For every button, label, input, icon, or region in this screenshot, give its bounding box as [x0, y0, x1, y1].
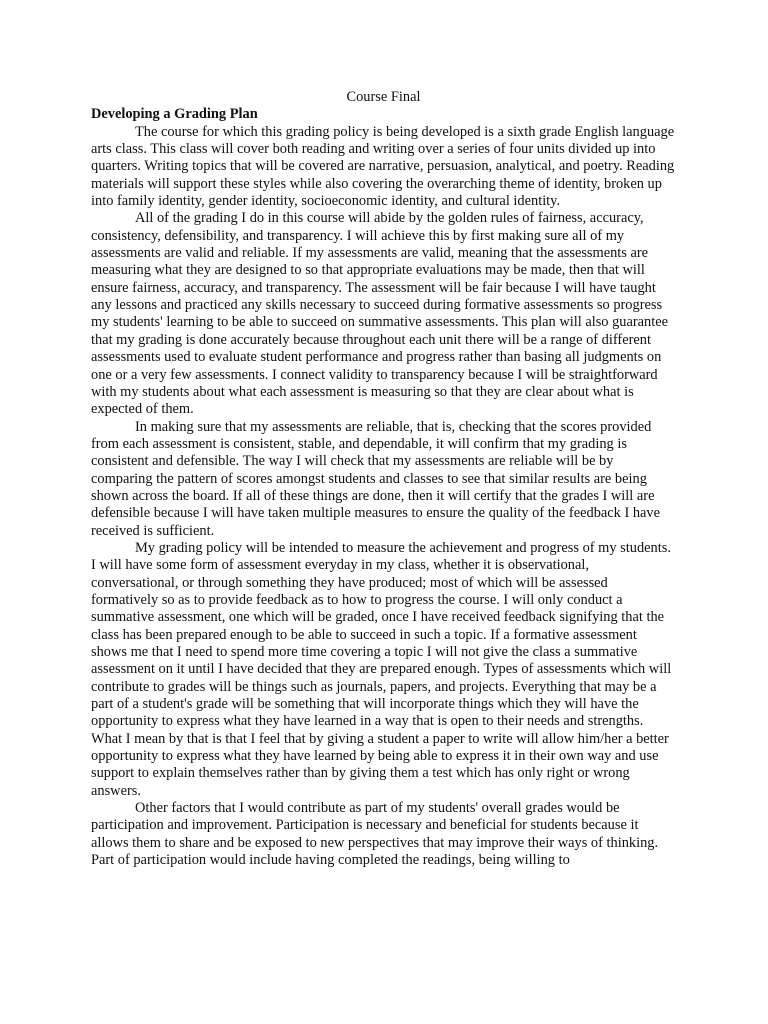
paragraph: My grading policy will be intended to measure the achievement and progress of my students. I will have some form of assessment everyday in my class, whether it is observational, conversational, or through something they have produced; most of which will be assessed formatively so as to provide feedback as to how to progress the course. I will only conduct a summative assessment, one which will be graded, once I have received feedback signifying that the class has been prepared enough to be able to succeed in such a topic. If a formative assessment shows me that I need to spend more time covering a topic I will not give the class a summative assessment on it until I have decided that they are prepared enough. Types of assessments which will contribute to grades will be things such as journals, papers, and projects. Everything that may be a part of a student's grade will be something that will incorporate things which they will have the opportunity to express what they have learned in a way that is open to their needs and strengths. What I mean by that is that I feel that by giving a student a paper to write will allow him/her a better opportunity to express what they have learned by being able to express it in their own way and use support to explain themselves rather than by giving them a test which has only right or wrong answers.: [91, 539, 672, 799]
paragraph: All of the grading I do in this course will abide by the golden rules of fairness, accuracy, consistency, defensibility, and transparency. I will achieve this by first making sure all of my assessments are valid and reliable. If my assessments are valid, meaning that the assessments are measuring what they are designed to so that appropriate evaluations may be made, then that will ensure fairness, accuracy, and transparency. The assessment will be fair because I will have taught any lessons and practiced any skills necessary to succeed during formative assessments so progress my students' learning to be able to succeed on summative assessments. This plan will also guarantee that my grading is done accurately because throughout each unit there will be a range of different assessments used to evaluate student performance and progress rather than basing all judgments on one or a very few assessments. I connect validity to transparency because I will be straightforward with my students about what each assessment is measuring so that they are clear about what is expected of them.: [91, 210, 669, 418]
paragraph: Other factors that I would contribute as part of my students' overall grades would be participation and improvement. Participation is necessary and beneficial for students because it allows them to share and be exposed to new perspectives that may improve their ways of thinking. Part of participation would include having completed the readings, being willing to: [91, 800, 659, 869]
paragraph: In making sure that my assessments are reliable, that is, checking that the scores provided from each assessment is consistent, stable, and dependable, it will confirm that my grading is consistent and defensible. The way I will check that my assessments are reliable will be by comparing the pattern of scores amongst students and classes to see that similar results are being shown across the board. If all of these things are done, then it will certify that the grades I will are defensible because I will have taken multiple measures to ensure the quality of the feedback I have received is sufficient.: [91, 418, 661, 539]
paragraph: The course for which this grading policy is being developed is a sixth grade English language arts class. This class will cover both reading and writing over a series of four units divided up into quarters. Writing topics that will be covered are narrative, persuasion, analytical, and poetry. Reading materials will support these styles while also covering the overarching theme of identity, broken up into family identity, gender identity, socioeconomic identity, and cultural identity.: [91, 123, 675, 210]
section-heading: Developing a Grading Plan: [91, 106, 258, 123]
document-title: Course Final: [346, 89, 421, 105]
